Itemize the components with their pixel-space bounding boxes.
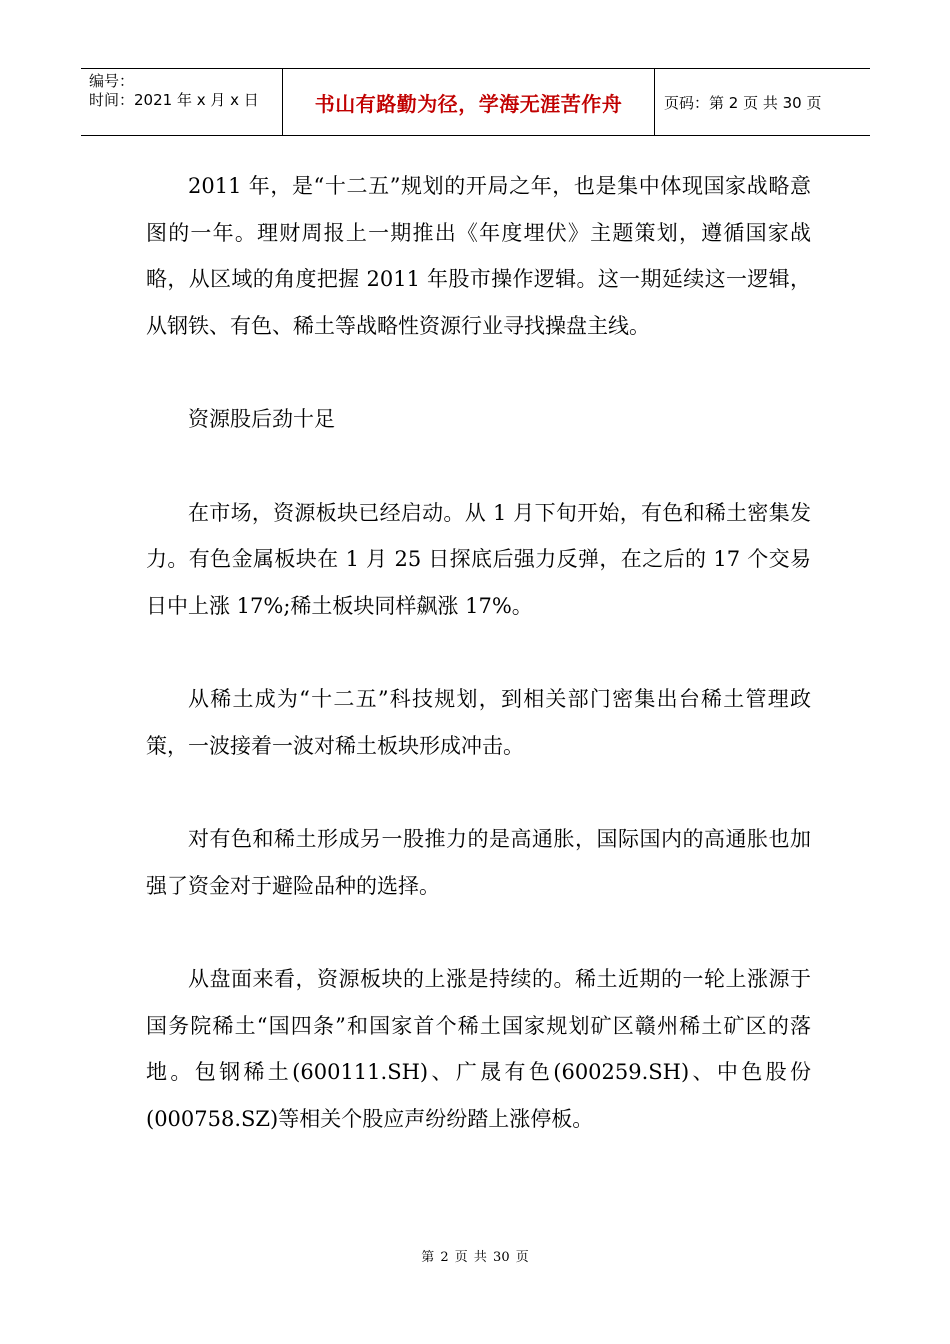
header-meta [81, 69, 282, 135]
header-page-info: 页码：第 2 页 共 30 页 [664, 93, 822, 112]
paragraph: 对有色和稀土形成另一股推力的是高通胀，国际国内的高通胀也加强了资金对于避险品种的选择。 [146, 827, 811, 898]
paragraph: 从盘面来看，资源板块的上涨是持续的。稀土近期的一轮上涨源于国务院稀土“国四条”和国家首个稀土国家规划矿区赣州稀土矿区的落地。包钢稀土(600111.SH)、广晟有色(600259.SH)、中色股份(000758.SZ)等相关个股应声纷纷踏上涨停板。 [146, 967, 811, 1131]
time-label: 时间：2021 年 x 月 x 日 [89, 91, 259, 109]
paragraph: 从稀土成为“十二五”科技规划，到相关部门密集出台稀土管理政策，一波接着一波对稀土板块形成冲击。 [146, 687, 811, 758]
document-header [81, 68, 870, 136]
section-heading: 资源股后劲十足 [188, 407, 335, 431]
page-footer: 第 2 页 共 30 页 [421, 1250, 529, 1265]
paragraph: 2011 年，是“十二五”规划的开局之年，也是集中体现国家战略意图的一年。理财周报上一期推出《年度埋伏》主题策划，遵循国家战略，从区域的角度把握 2011 年股市操作逻辑。这一期延续这一逻辑，从钢铁、有色、稀土等战略性资源行业寻找操盘主线。 [146, 174, 811, 338]
number-label: 编号： [89, 72, 135, 90]
document-body [146, 163, 811, 1142]
paragraph: 在市场，资源板块已经启动。从 1 月下旬开始，有色和稀土密集发力。有色金属板块在 1 月 25 日探底后强力反弹，在之后的 17 个交易日中上涨 17%;稀土板块同样飙涨 17%。 [146, 500, 811, 618]
header-motto: 书山有路勤为径，学海无涯苦作舟 [282, 69, 655, 135]
